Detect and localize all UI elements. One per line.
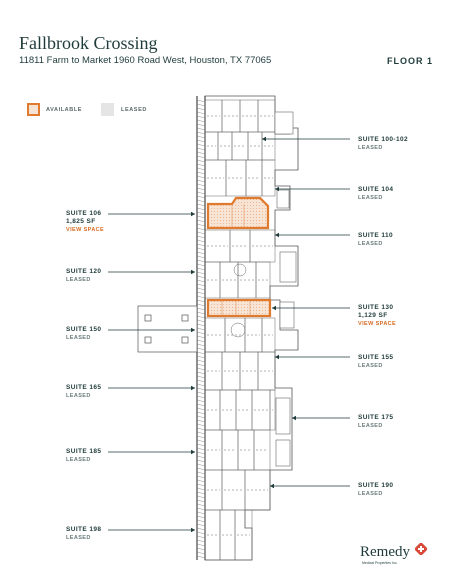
corridor-tick (197, 188, 205, 190)
leader-arrow-icon (270, 484, 274, 488)
corridor-tick (197, 556, 205, 558)
corridor-tick (197, 356, 205, 358)
corridor-tick (197, 464, 205, 466)
corridor-tick (197, 360, 205, 362)
corridor-tick (197, 524, 205, 526)
corridor-tick (197, 352, 205, 354)
corridor-tick (197, 176, 205, 178)
corridor-tick (197, 396, 205, 398)
corridor-tick (197, 460, 205, 462)
leader-arrow-icon (275, 233, 279, 237)
suite-120-label[interactable] (66, 268, 101, 284)
remedy-logo (360, 543, 427, 565)
corridor-tick (197, 384, 205, 386)
corridor-tick (197, 336, 205, 338)
corridor-tick (197, 428, 205, 430)
corridor-tick (197, 364, 205, 366)
corridor-tick (197, 392, 205, 394)
corridor-tick (197, 116, 205, 118)
corridor-tick (197, 136, 205, 138)
suite-130-label[interactable] (358, 304, 396, 328)
corridor-tick (197, 328, 205, 330)
corridor-tick (197, 168, 205, 170)
corridor-tick (197, 536, 205, 538)
corridor-tick (197, 544, 205, 546)
corridor-tick (197, 220, 205, 222)
suite-name: SUITE 175 (358, 414, 394, 421)
view-space-link[interactable]: VIEW SPACE (66, 227, 105, 233)
leader-arrow-icon (191, 528, 195, 532)
corridor-tick (197, 496, 205, 498)
corridor-tick (197, 436, 205, 438)
corridor-tick (197, 140, 205, 142)
suite-status: LEASED (66, 457, 91, 463)
corridor-tick (197, 284, 205, 286)
corridor-tick (197, 508, 205, 510)
corridor-tick (197, 244, 205, 246)
suite-190-label[interactable] (358, 482, 393, 498)
corridor-tick (197, 236, 205, 238)
corridor-tick (197, 228, 205, 230)
property-address: 11811 Farm to Market 1960 Road West, Houston, TX 77065 (19, 55, 272, 66)
corridor-tick (197, 492, 205, 494)
suite-110-label[interactable] (358, 232, 393, 248)
suite-name: SUITE 100-102 (358, 136, 409, 143)
corridor-tick (197, 332, 205, 334)
corridor-tick (197, 208, 205, 210)
suite-name: SUITE 110 (358, 232, 394, 239)
leader-arrow-icon (191, 212, 195, 216)
corridor-tick (197, 472, 205, 474)
corridor-tick (197, 276, 205, 278)
corridor-tick (197, 444, 205, 446)
corridor-tick (197, 240, 205, 242)
corridor-tick (197, 368, 205, 370)
suite-name: SUITE 185 (66, 448, 102, 455)
corridor-tick (197, 452, 205, 454)
corridor-tick (197, 100, 205, 102)
corridor-tick (197, 156, 205, 158)
corridor-tick (197, 308, 205, 310)
suite-175-label[interactable] (358, 414, 393, 430)
corridor-tick (197, 148, 205, 150)
corridor-tick (197, 104, 205, 106)
leader-arrow-icon (191, 386, 195, 390)
suite-status: LEASED (358, 491, 383, 497)
corridor-tick (197, 196, 205, 198)
suite-104-label[interactable] (358, 186, 393, 202)
suite-name: SUITE 155 (358, 354, 394, 361)
corridor-tick (197, 432, 205, 434)
logo-tagline: Medical Properties Inc. (362, 561, 398, 565)
corridor-tick (197, 500, 205, 502)
corridor-tick (197, 172, 205, 174)
corridor-tick (197, 400, 205, 402)
corridor-tick (197, 264, 205, 266)
suite-status: LEASED (358, 423, 383, 429)
suite-status: LEASED (66, 335, 91, 341)
suite-185-label[interactable] (66, 448, 101, 464)
corridor-tick (197, 412, 205, 414)
corridor-tick (197, 212, 205, 214)
corridor-tick (197, 320, 205, 322)
suite-165-label[interactable] (66, 384, 101, 400)
corridor-tick (197, 216, 205, 218)
corridor-tick (197, 256, 205, 258)
corridor-tick (197, 372, 205, 374)
corridor-tick (197, 268, 205, 270)
corridor-tick (197, 184, 205, 186)
corridor-tick (197, 144, 205, 146)
suite-status: LEASED (358, 363, 383, 369)
suite-status: LEASED (66, 393, 91, 399)
corridor-tick (197, 180, 205, 182)
corridor-tick (197, 440, 205, 442)
left-annex (138, 306, 197, 352)
corridor-tick (197, 108, 205, 110)
corridor-tick (197, 512, 205, 514)
suite-106-label[interactable] (66, 210, 104, 234)
corridor-tick (197, 200, 205, 202)
corridor-tick (197, 164, 205, 166)
corridor-tick (197, 152, 205, 154)
suite-name: SUITE 120 (66, 268, 102, 275)
corridor-tick (197, 528, 205, 530)
suite-status: LEASED (358, 195, 383, 201)
corridor-tick (197, 124, 205, 126)
corridor-tick (197, 204, 205, 206)
suite-status: LEASED (358, 241, 383, 247)
corridor-tick (197, 408, 205, 410)
suite-name: SUITE 165 (66, 384, 102, 391)
suite-150-label[interactable] (66, 326, 101, 342)
suite-name: SUITE 198 (66, 526, 102, 533)
suite-size: 1,129 SF (358, 312, 388, 319)
corridor-tick (197, 516, 205, 518)
corridor-tick (197, 288, 205, 290)
corridor-tick (197, 476, 205, 478)
corridor-tick (197, 416, 205, 418)
corridor-tick (197, 532, 205, 534)
corridor-tick (197, 468, 205, 470)
corridor-tick (197, 448, 205, 450)
corridor-tick (197, 280, 205, 282)
corridor-tick (197, 504, 205, 506)
corridor-tick (197, 380, 205, 382)
corridor-tick (197, 376, 205, 378)
suite-130-highlight (208, 300, 270, 316)
corridor-tick (197, 128, 205, 130)
suite-name: SUITE 190 (358, 482, 394, 489)
corridor-tick (197, 112, 205, 114)
corridor-tick (197, 540, 205, 542)
page-title: Fallbrook Crossing (19, 33, 158, 53)
suite-status: LEASED (66, 535, 91, 541)
suite-name: SUITE 130 (358, 304, 394, 311)
corridor-tick (197, 420, 205, 422)
corridor-tick (197, 404, 205, 406)
legend-available-label: AVAILABLE (46, 107, 83, 113)
suite-155-label[interactable] (358, 354, 393, 370)
suite-name: SUITE 106 (66, 210, 102, 217)
corridor-tick (197, 132, 205, 134)
corridor-tick (197, 388, 205, 390)
suite-status: LEASED (358, 145, 383, 151)
view-space-link[interactable]: VIEW SPACE (358, 321, 397, 327)
leader-arrow-icon (191, 450, 195, 454)
suite-198-label[interactable] (66, 526, 101, 542)
corridor-tick (197, 424, 205, 426)
corridor-tick (197, 120, 205, 122)
suite-status: LEASED (66, 277, 91, 283)
corridor-tick (197, 304, 205, 306)
corridor-tick (197, 312, 205, 314)
corridor-tick (197, 232, 205, 234)
corridor-tick (197, 300, 205, 302)
suite-name: SUITE 104 (358, 186, 394, 193)
floor-label: FLOOR 1 (386, 56, 433, 66)
corridor-tick (197, 480, 205, 482)
corridor-tick (197, 160, 205, 162)
corridor-tick (197, 348, 205, 350)
suite-name: SUITE 150 (66, 326, 102, 333)
corridor-tick (197, 248, 205, 250)
suite-size: 1,825 SF (66, 218, 96, 225)
legend-leased-label: LEASED (121, 107, 147, 113)
corridor-tick (197, 192, 205, 194)
corridor-tick (197, 324, 205, 326)
logo-mark-icon (415, 543, 427, 555)
corridor-tick (197, 548, 205, 550)
suite-100-label[interactable] (358, 136, 408, 152)
corridor-tick (197, 344, 205, 346)
corridor-tick (197, 272, 205, 274)
corridor-tick (197, 260, 205, 262)
corridor-tick (197, 316, 205, 318)
corridor-tick (197, 340, 205, 342)
corridor-tick (197, 252, 205, 254)
logo-name: Remedy (360, 544, 410, 560)
corridor-ticks (197, 100, 205, 558)
corridor-tick (197, 224, 205, 226)
corridor-tick (197, 484, 205, 486)
corridor-tick (197, 552, 205, 554)
corridor-tick (197, 520, 205, 522)
corridor-tick (197, 292, 205, 294)
leader-arrow-icon (292, 416, 296, 420)
corridor-tick (197, 296, 205, 298)
leader-arrow-icon (191, 270, 195, 274)
corridor-tick (197, 456, 205, 458)
leader-arrow-icon (275, 355, 279, 359)
corridor-tick (197, 488, 205, 490)
